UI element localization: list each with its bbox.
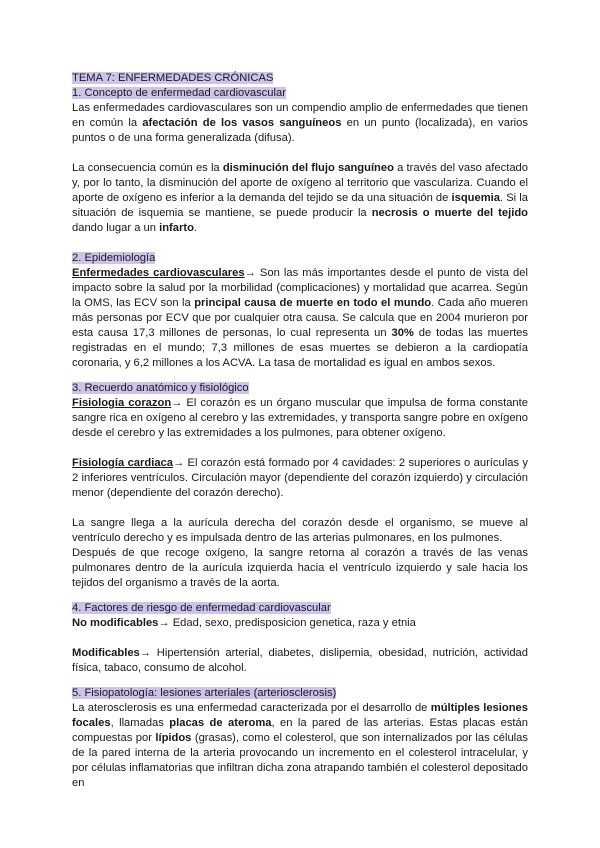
section-heading-1: 1. Concepto de enfermedad cardiovascular <box>72 87 286 99</box>
paragraph: La sangre llega a la aurícula derecha del corazón desde el organismo, se mueve al ventrículo derecho y es impulsada dentro de las arterias pulmonares, en los pulmones. <box>72 517 528 544</box>
paragraph: Enfermedades cardiovasculares→ Son las más importantes desde el punto de vista del impacto sobre la salud por la morbilidad (complicaciones) y mortalidad que acarrea. Según la OMS, las ECV son la principal causa de muerte en todo el mundo. Cada año mueren más personas por ECV que por cualquier otra causa. Se calcula que en 2004 murieron por esta causa 17,3 millones de personas, lo cual representa un 30% de todas las muertes registradas en el mundo; 7,3 millones de esas muertes se debieron a la cardiopatía coronaria, y 6,2 millones a los ACVA. La tasa de mortalidad es igual en ambos sexos. <box>72 267 529 369</box>
paragraph: Después de que recoge oxígeno, la sangre retorna al corazón a través de las venas pulmonares dentro de la aurícula izquierda hacia el ventrículo izquierdo y sale hacia los tejidos del organismo a través de la aorta. <box>72 547 528 589</box>
section-heading-2: 2. Epidemiología <box>72 252 156 264</box>
paragraph: Las enfermedades cardiovasculares son un compendio amplio de enfermedades que tienen en común la afectación de los vasos sanguíneos en un punto (localizada), en varios puntos o de una forma generalizada (difusa). <box>72 102 528 144</box>
section-heading-3: 3. Recuerdo anatómico y fisiológico <box>72 382 249 394</box>
section-heading-5: 5. Fisiopatología: lesiones arteriales (arteriosclerosis) <box>72 687 337 699</box>
paragraph: No modificables→ Edad, sexo, predisposicion genetica, raza y etnia <box>72 617 416 629</box>
section-heading-4: 4. Factores de riesgo de enfermedad cardiovascular <box>72 602 331 614</box>
paragraph: La aterosclerosis es una enfermedad caracterizada por el desarrollo de múltiples lesiones focales, llamadas placas de ateroma, en la pared de las arterias. Estas placas están compuestas por lípidos (grasas), como el colesterol, que son internalizados por las células de la pared interna de la arteria provocando un incremento en el colesterol intracelular, y por células inflamatorias que infiltran dicha zona atrapando también el colesterol depositado en <box>72 702 528 789</box>
paragraph: Modificables→ Hipertensión arterial, diabetes, dislipemia, obesidad, nutrición, actividad física, tabaco, consumo de alcohol. <box>72 647 528 674</box>
document-title: TEMA 7: ENFERMEDADES CRÓNICAS <box>72 72 274 84</box>
paragraph: La consecuencia común es la disminución del flujo sanguíneo a través del vaso afectado y, por lo tanto, la disminución del aporte de oxígeno al territorio que vasculariza. Cuando el aporte de oxígeno es inferior a la demanda del tejido se da una situación de isquemia. Si la situación de isquemia se mantiene, se puede producir la necrosis o muerte del tejido dando lugar a un infarto. <box>72 162 528 234</box>
document-body <box>72 71 528 791</box>
paragraph: Fisiología cardiaca→ El corazón está formado por 4 cavidades: 2 superiores o aurículas y 2 inferiores ventrículos. Circulación mayor (dependiente del corazón izquierdo) y circulación menor (dependiente del corazón derecho). <box>72 457 528 499</box>
paragraph: Fisiologia corazon→ El corazón es un órgano muscular que impulsa de forma constante sangre rica en oxígeno al cerebro y las extremidades, y transporta sangre pobre en oxígeno desde el cerebro y las extremidades a los pulmones, para obtener oxígeno. <box>72 397 528 439</box>
